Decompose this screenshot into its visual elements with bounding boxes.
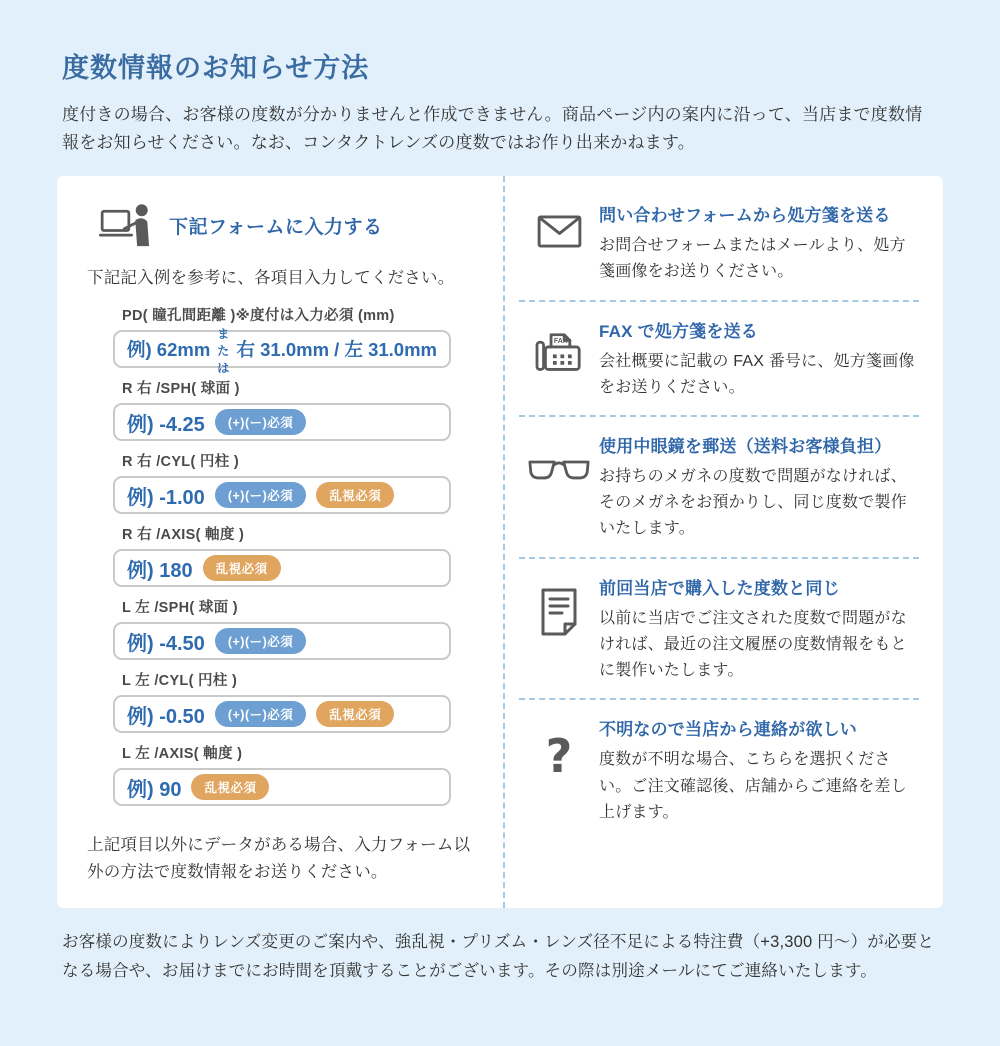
form-fields bbox=[113, 304, 451, 806]
plus-minus-required-badge: (+)(ー)必須 bbox=[215, 482, 306, 508]
dashed-separator bbox=[519, 698, 919, 700]
method-body: 会社概要に記載の FAX 番号に、処方箋画像をお送りください。 bbox=[599, 352, 915, 396]
method-body: 以前に当店でご注文された度数で問題がなければ、最近の注文履歴の度数情報をもとに製作いたします。 bbox=[599, 609, 907, 680]
field-label: L 左 /AXIS( 軸度 ) bbox=[122, 746, 243, 763]
form-field-l-sph bbox=[113, 596, 451, 660]
plus-minus-required-badge: (+)(ー)必須 bbox=[215, 701, 306, 727]
glasses-icon bbox=[519, 432, 599, 543]
example-input-box bbox=[113, 327, 451, 376]
field-label: L 左 /CYL( 円柱 ) bbox=[122, 673, 238, 690]
form-field-pd bbox=[113, 304, 451, 376]
page-title: 度数情報のお知らせ方法 bbox=[62, 53, 370, 83]
form-instruction: 下記記入例を参考に、各項目入力してください。 bbox=[87, 269, 455, 288]
field-label: R 右 /SPH( 球面 ) bbox=[122, 381, 240, 398]
plus-minus-required-badge: (+)(ー)必須 bbox=[215, 409, 306, 435]
method-mail-glasses bbox=[519, 419, 919, 555]
form-field-r-sph bbox=[113, 377, 451, 441]
example-value: 例) -1.00 bbox=[127, 486, 205, 509]
dashed-separator bbox=[519, 300, 919, 302]
method-title: 前回当店で購入した度数と同じ bbox=[599, 578, 840, 598]
plus-minus-required-badge: (+)(ー)必須 bbox=[215, 628, 306, 654]
dashed-separator bbox=[519, 415, 919, 417]
question-icon: ? bbox=[545, 729, 573, 784]
example-value: 例) 180 bbox=[127, 559, 193, 582]
astigmatism-required-badge: 乱視必須 bbox=[316, 482, 394, 508]
example-input-box bbox=[113, 403, 451, 441]
method-unknown-contact bbox=[519, 702, 919, 838]
presenter-icon bbox=[99, 202, 155, 248]
example-value: 例) -4.25 bbox=[127, 413, 205, 436]
field-label: R 右 /CYL( 円柱 ) bbox=[122, 454, 239, 471]
example-separator: または bbox=[217, 327, 230, 376]
method-title: 使用中眼鏡を郵送（送料お客様負担） bbox=[599, 437, 892, 456]
example-value: 例) -4.50 bbox=[127, 632, 205, 655]
example-value: 例) -0.50 bbox=[127, 705, 205, 728]
other-methods-column bbox=[503, 176, 943, 907]
example-value: 右 31.0mm / 左 31.0mm bbox=[236, 339, 437, 361]
form-field-l-axis bbox=[113, 742, 451, 806]
document-icon bbox=[519, 574, 599, 685]
method-fax bbox=[519, 304, 919, 413]
example-input-box bbox=[113, 622, 451, 660]
form-header bbox=[99, 202, 503, 248]
astigmatism-required-badge: 乱視必須 bbox=[316, 701, 394, 727]
dashed-separator bbox=[519, 557, 919, 559]
svg-text:FAX: FAX bbox=[553, 337, 568, 345]
method-title: 不明なので当店から連絡が欲しい bbox=[599, 720, 857, 740]
form-field-l-cyl bbox=[113, 669, 451, 733]
form-field-r-cyl bbox=[113, 450, 451, 514]
form-example-column bbox=[57, 176, 503, 907]
method-body: お持ちのメガネの度数で問題がなければ、そのメガネをお預かりし、同じ度数で製作いたします。 bbox=[599, 468, 907, 538]
form-field-r-axis bbox=[113, 523, 451, 587]
example-value: 例) 90 bbox=[127, 778, 182, 801]
field-label: R 右 /AXIS( 軸度 ) bbox=[122, 527, 245, 544]
astigmatism-required-badge: 乱視必須 bbox=[203, 555, 281, 581]
fax-icon bbox=[519, 317, 599, 401]
field-label: L 左 /SPH( 球面 ) bbox=[122, 600, 238, 617]
method-previous-order bbox=[519, 561, 919, 697]
example-input-box bbox=[113, 768, 451, 806]
example-input-box bbox=[113, 476, 451, 514]
prescription-methods-panel bbox=[57, 176, 943, 907]
method-body: 度数が不明な場合、こちらを選択ください。ご注文確認後、店舗からご連絡を差し上げます。 bbox=[599, 751, 907, 821]
field-label: PD( 瞳孔間距離 )※度付は入力必須 (mm) bbox=[122, 308, 395, 325]
footer-note: お客様の度数によりレンズ変更のご案内や、強乱視・プリズム・レンズ径不足による特注費（+3,300 円〜）が必要となる場合や、お届けまでにお時間を頂戴することがございます。その際は別途メールにてご連絡いたします。 bbox=[62, 932, 935, 980]
example-value: 例) 62mm bbox=[127, 339, 211, 361]
form-heading: 下記フォームに入力する bbox=[169, 216, 383, 238]
method-body: お問合せフォームまたはメールより、処方箋画像をお送りください。 bbox=[599, 237, 906, 281]
method-title: FAX で処方箋を送る bbox=[599, 321, 758, 341]
intro-text: 度付きの場合、お客様の度数が分かりませんと作成できません。商品ページ内の案内に沿って、当店まで度数情報をお知らせください。なお、コンタクトレンズの度数ではお作り出来かねます。 bbox=[62, 105, 923, 152]
envelope-icon bbox=[519, 201, 599, 285]
method-title: 問い合わせフォームから処方箋を送る bbox=[599, 206, 891, 226]
method-contact-form bbox=[519, 188, 919, 297]
form-extra-note: 上記項目以外にデータがある場合、入力フォーム以外の方法で度数情報をお送りください。 bbox=[87, 836, 471, 881]
example-input-box bbox=[113, 549, 451, 587]
example-input-box bbox=[113, 695, 451, 733]
astigmatism-required-badge: 乱視必須 bbox=[191, 774, 269, 800]
